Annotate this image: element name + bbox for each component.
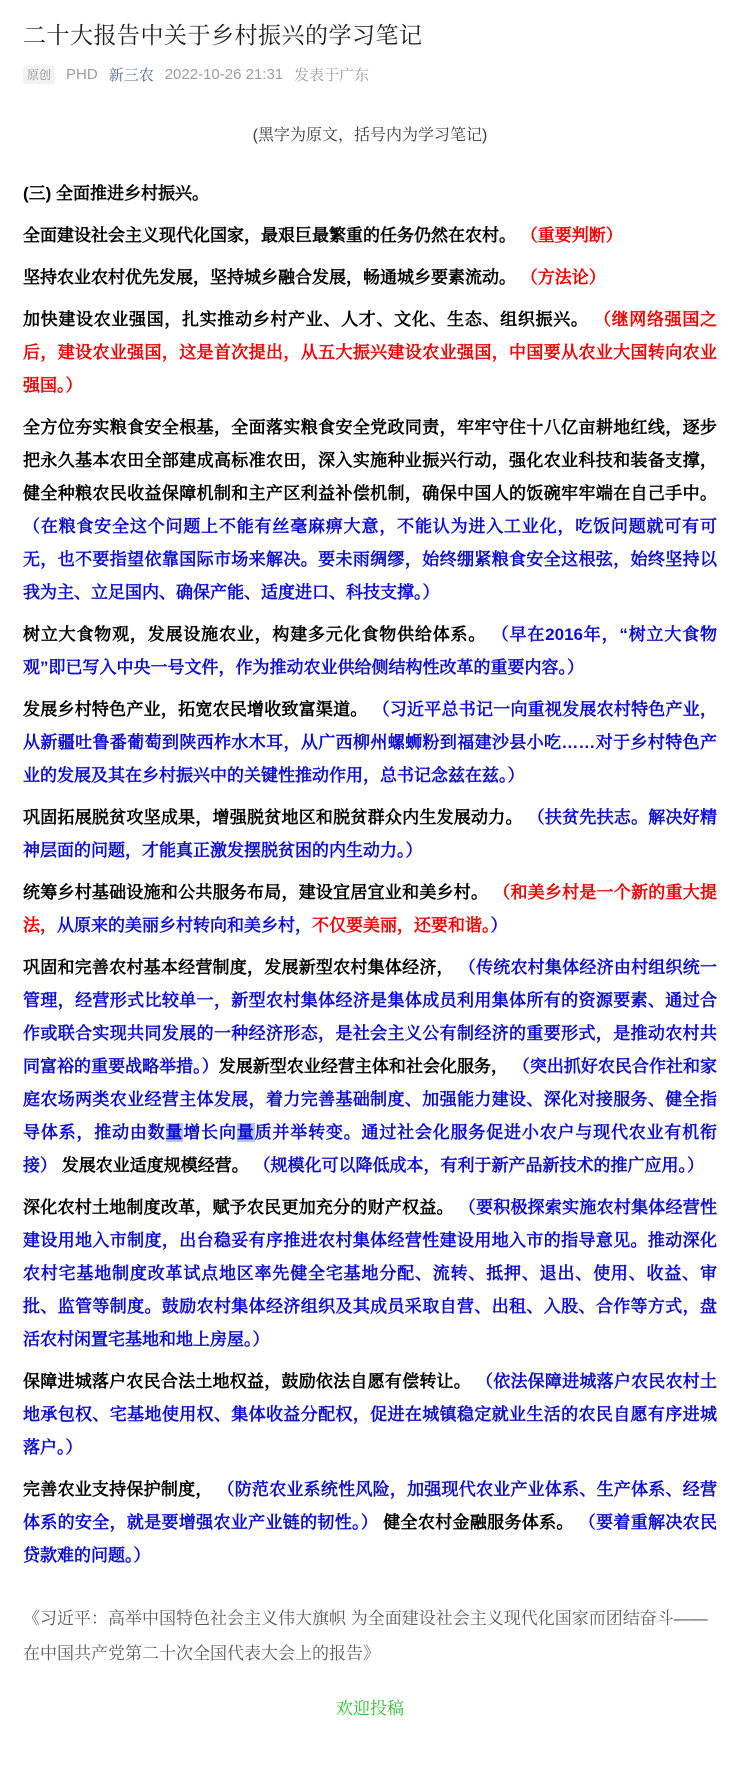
text-segment-blue: （突出抓好农民合作社和家庭农场两类农业经营主体发展，着力完善基础制度、加强能力建设、深化对接服务、健全指导体系，推动由数	[23, 1057, 718, 1142]
text-segment-black: 巩固和完善农村基本经营制度，发展新型农村集体经济，	[23, 958, 454, 977]
text-segment-black: 树立大食物观，发展设施农业，构建多元化食物供给体系。	[23, 625, 487, 644]
text-segment-blue: （在粮食安全这个问题上不能有丝毫麻痹大意，不能认为进入工业化，吃饭问题就可有可无，也不要指望依靠国际市场来解决。要未雨绸缪，始终绷紧粮食安全这根弦，始终坚持以我为主、立足国内、确保产能、适度进口、科技支撑。）	[23, 517, 717, 602]
report-citation: 《习近平：高举中国特色社会主义伟大旗帜 为全面建设社会主义现代化国家而团结奋斗——在中国共产党第二十次全国代表大会上的报告》	[23, 1609, 708, 1663]
text-segment-black: 发展新型农业经营主体和社会化服务，	[218, 1057, 513, 1076]
text-segment-bluehl: 量	[165, 1123, 184, 1142]
text-segment-red: （继网络强国之后，建设农业强国，这是首次提出，从五大振兴建设农业强国，中国要从农业大国转向农业强国。）	[23, 310, 717, 395]
paragraph	[23, 801, 717, 867]
text-segment-blue: （扶贫先扶志。解决好精神层面的问题，才能真正激发摆脱贫困的内生动力。）	[23, 808, 717, 860]
text-segment-blue: （习近平总书记一向重视发展农村特色产业，从新疆吐鲁番葡萄到陕西柞水木耳，从广西柳州螺蛳粉到福建沙县小吃……对于乡村特色产业的发展及其在乡村振兴中的关键性推动作用，总书记念兹在兹。）	[23, 700, 717, 785]
article-body	[23, 219, 717, 1572]
publish-datetime: 2022-10-26 21:31	[164, 66, 284, 83]
text-segment-blue: （传统农村集体经济由村组织统一管理，经营形式比较单一，新型农村集体经济是集体成员利用集体所有的资源要素、通过合作或联合实现共同发展的一种经济形态，是社会主义公有制经济的重要形式，是推动农村共同富裕的重要战略举措。）	[23, 958, 717, 1076]
text-segment-red: （方法论）	[516, 268, 606, 287]
text-segment-red: （重要判断）	[516, 226, 623, 245]
text-segment-blue: （要积极探索实施农村集体经营性建设用地入市制度，出台稳妥有序推进农村集体经营性建设用地入市的指导意见。推动深化农村宅基地制度改革试点地区率先健全宅基地分配、流转、抵押、退出、使用、收益、审批、监管等制度。鼓励农村集体经济组织及其成员采取自营、出租、入股、合作等方式，盘活农村闲置宅基地和地上房屋。）	[23, 1198, 717, 1349]
text-segment-red: （和美乡村是一个新的重大提法，	[23, 883, 717, 935]
text-segment-red: 不仅要美丽，还要和谐。	[312, 916, 491, 935]
text-segment-black: 坚持农业农村优先发展，坚持城乡融合发展，畅通城乡要素流动。	[23, 268, 516, 287]
paragraph	[23, 618, 717, 684]
text-segment-blue: （早在2016年，“树立大食物观”即已写入中央一号文件，作为推动农业供给侧结构性改革的重要内容。）	[23, 625, 718, 677]
meta-bar	[23, 64, 717, 85]
text-segment-blue: 质并举转变。通过社会化服务促进小农户与现代农业有机衔接）	[23, 1123, 718, 1175]
text-segment-black: 全面建设社会主义现代化国家，最艰巨最繁重的任务仍然在农村。	[23, 226, 516, 245]
submission-invite-text: 欢迎投稿	[336, 1699, 404, 1718]
section-heading: (三) 全面推进乡村振兴。	[23, 184, 210, 203]
paragraph	[23, 411, 717, 609]
text-segment-black: 发展农业适度规模经营。	[57, 1156, 249, 1175]
paragraph	[23, 1191, 717, 1356]
text-segment-bluehl: 量	[236, 1123, 255, 1142]
text-segment-black: 加快建设农业强国，扎实推动乡村产业、人才、文化、生态、组织振兴。	[23, 310, 589, 329]
author-name: PHD	[66, 66, 98, 83]
text-segment-blue: ）	[490, 916, 508, 935]
paragraph	[23, 219, 717, 252]
text-segment-black: 完善农业支持保护制度，	[23, 1480, 213, 1499]
text-segment-blue: 增长向	[183, 1123, 237, 1142]
text-segment-black: 深化农村土地制度改革，赋予农民更加充分的财产权益。	[23, 1198, 454, 1217]
paragraph	[23, 876, 717, 942]
paragraph	[23, 693, 717, 792]
text-segment-blue: （规模化可以降低成本，有利于新产品新技术的推广应用。）	[248, 1156, 704, 1175]
paragraph	[23, 1473, 717, 1572]
text-segment-black: 全方位夯实粮食安全根基，全面落实粮食安全党政同责，牢牢守住十八亿亩耕地红线，逐步把永久基本农田全部建成高标准农田，深入实施种业振兴行动，强化农业科技和装备支撑，健全种粮农民收益保障机制和主产区利益补偿机制，确保中国人的饭碗牢牢端在自己手中。	[23, 418, 717, 503]
text-segment-blue: （要着重解决农民贷款难的问题。）	[23, 1513, 718, 1565]
text-segment-blue: 从原来的美丽乡村转向和美乡村，	[57, 916, 312, 935]
article-title: 二十大报告中关于乡村振兴的学习笔记	[23, 22, 423, 48]
text-segment-black: 健全农村金融服务体系。	[378, 1513, 574, 1532]
paragraph	[23, 303, 717, 402]
text-segment-black: 发展乡村特色产业，拓宽农民增收致富渠道。	[23, 700, 368, 719]
text-segment-blue: （依法保障进城落户农民农村土地承包权、宅基地使用权、集体收益分配权，促进在城镇稳定就业生活的农民自愿有序进城落户。）	[23, 1372, 717, 1457]
text-segment-blue: （防范农业系统性风险，加强现代农业产业体系、生产体系、经营体系的安全，就是要增强农业产业链的韧性。）	[23, 1480, 718, 1532]
paragraph	[23, 1365, 717, 1464]
paragraph	[23, 951, 717, 1182]
text-segment-black: 巩固拓展脱贫攻坚成果，增强脱贫地区和脱贫群众内生发展动力。	[23, 808, 523, 827]
account-link[interactable]: 新三农	[108, 67, 154, 84]
publish-location: 发表于广东	[294, 67, 370, 84]
intro-note: (黑字为原文，括号内为学习笔记)	[252, 127, 488, 144]
original-badge: 原创	[23, 66, 55, 84]
paragraph	[23, 261, 717, 294]
text-segment-black: 保障进城落户农民合法土地权益，鼓励依法自愿有偿转让。	[23, 1372, 472, 1391]
text-segment-black: 统筹乡村基础设施和公共服务布局，建设宜居宜业和美乡村。	[23, 883, 489, 902]
